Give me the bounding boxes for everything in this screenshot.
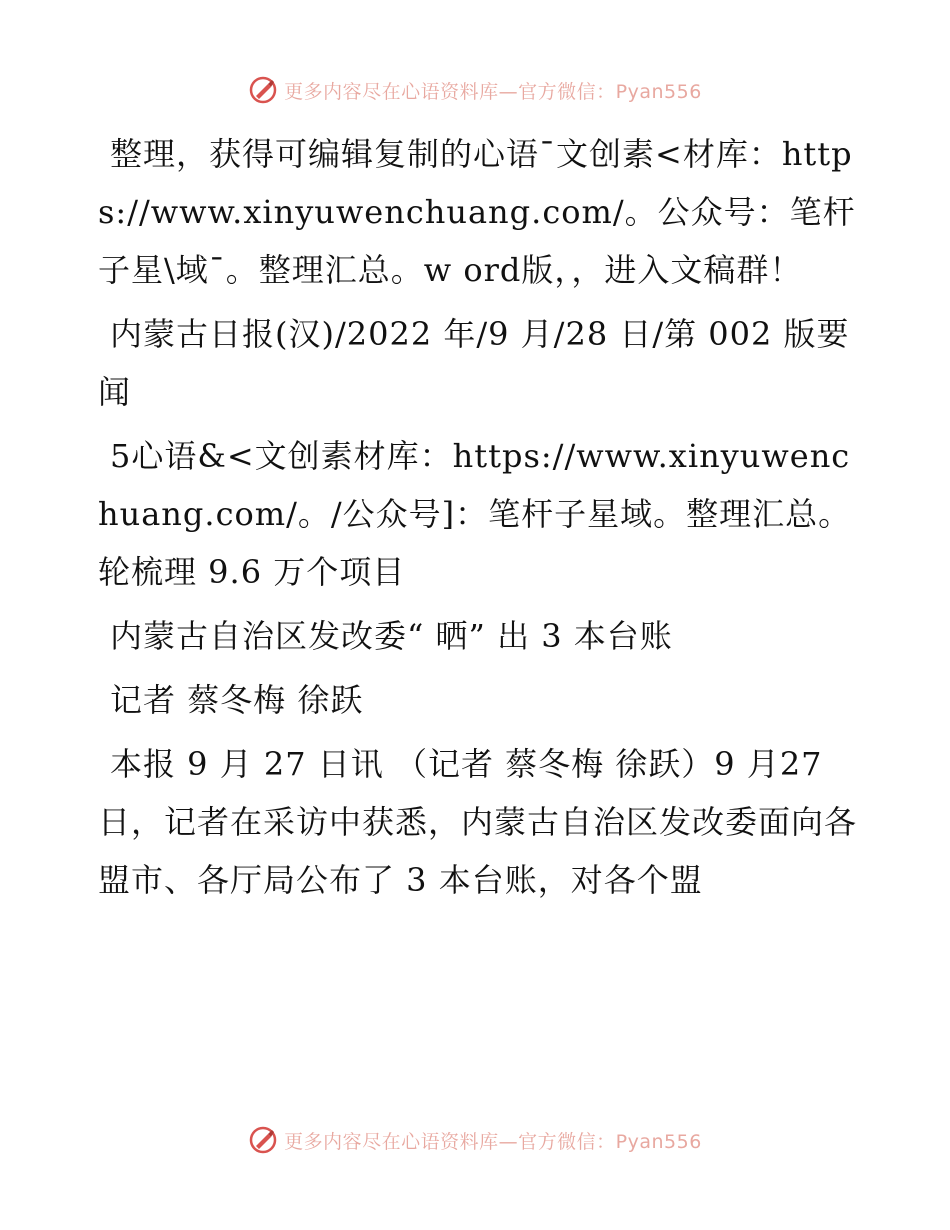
header-watermark: [0, 70, 950, 110]
brand-logo-icon: [248, 1125, 278, 1155]
watermark-text: 更多内容尽在心语资料库—官方微信：Pyan556: [284, 1130, 702, 1153]
paragraph: 内蒙古日报(汉)/2022 年/9 月/28 日/第 002 版要闻: [98, 315, 850, 411]
brand-logo-icon: [248, 75, 278, 105]
byline: 记者 蔡冬梅 徐跃: [110, 681, 364, 719]
headline: 内蒙古自治区发改委“ 晒” 出 3 本台账: [110, 617, 673, 655]
watermark-text: 更多内容尽在心语资料库—官方微信：Pyan556: [284, 80, 702, 103]
footer-watermark: [0, 1120, 950, 1160]
paragraph: 整理，获得可编辑复制的心语¯文创素<材库：https://www.xinyuwenchuang.com/。公众号：笔杆子星\域¯。整理汇总。w ord版，，进入文稿群！: [98, 135, 856, 289]
paragraph: 本报 9 月 27 日讯 （记者 蔡冬梅 徐跃）9 月27 日，记者在采访中获悉，内蒙古自治区发改委面向各盟市、各厅局公布了 3 本台账，对各个盟: [98, 745, 858, 899]
document-body: [98, 125, 858, 915]
paragraph: 5心语&<文创素材库：https://www.xinyuwenchuang.com/。/公众号]：笔杆子星域。整理汇总。 轮梳理 9.6 万个项目: [98, 437, 852, 591]
